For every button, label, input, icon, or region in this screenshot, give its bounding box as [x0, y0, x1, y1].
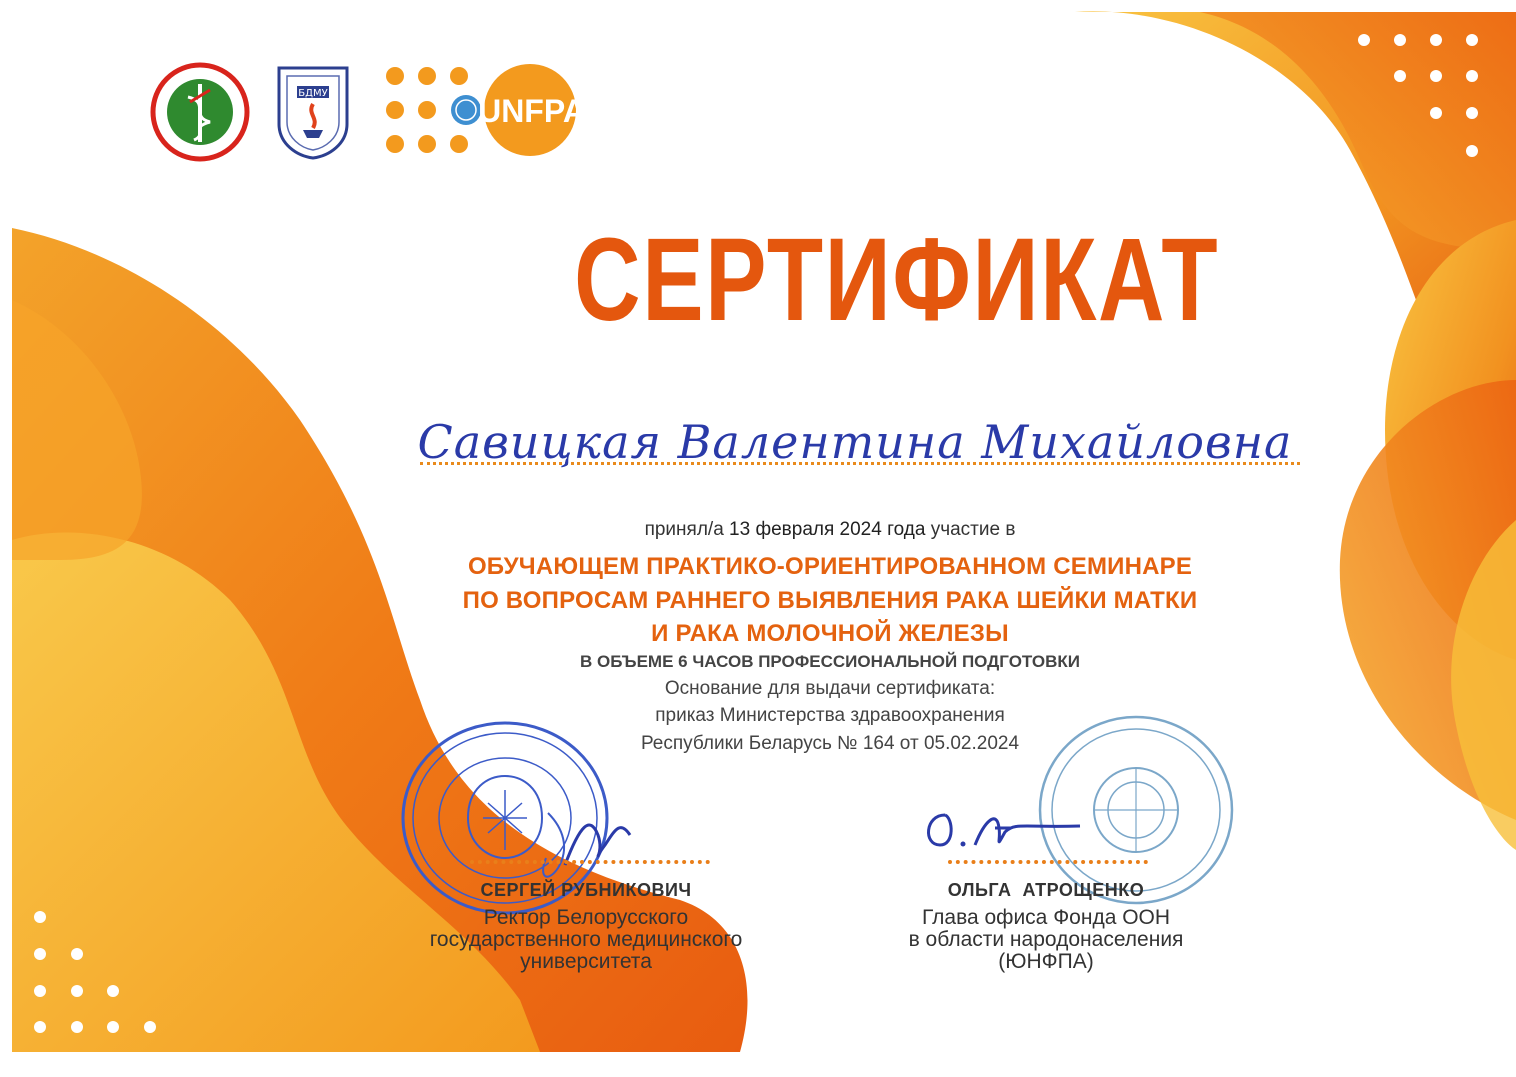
signatory-right-role-2: в области народонаселения	[908, 928, 1184, 951]
unfpa-logo-text: UNFPA	[478, 93, 586, 129]
signatory-right	[860, 880, 1232, 973]
seminar-title-line-3: И РАКА МОЛОЧНОЙ ЖЕЛЕЗЫ	[651, 620, 1009, 647]
basis-line-2: приказ Министерства здравоохранения	[655, 705, 1005, 726]
seminar-title-line-2: ПО ВОПРОСАМ РАННЕГО ВЫЯВЛЕНИЯ РАКА ШЕЙКИ МАТКИ	[462, 587, 1198, 614]
signatory-left-name: СЕРГЕЙ РУБНИКОВИЧ	[480, 880, 692, 900]
signature-left	[560, 805, 640, 875]
unfpa-logo	[382, 64, 592, 160]
basis-line-3: Республики Беларусь № 164 от 05.02.2024	[640, 733, 1020, 754]
signature-line-right	[948, 860, 1148, 864]
basis-line-1: Основание для выдачи сертификата:	[664, 678, 996, 699]
participation-line	[315, 519, 1345, 541]
recipient-name: Савицкая Валентина Михайловна	[417, 415, 1293, 469]
signatory-right-role-1: Глава офиса Фонда ООН	[921, 906, 1171, 929]
certificate-title: СЕРТИФИКАТ	[574, 214, 1220, 346]
signatory-left-role-2: государственного медицинского	[429, 928, 743, 951]
signatory-left-role-3: университета	[520, 950, 652, 973]
signature-right	[915, 800, 1085, 860]
intro-prefix: принял/а	[644, 519, 724, 540]
bsmu-emblem	[273, 64, 353, 160]
signatory-right-name: ОЛЬГА АТРОЩЕНКО	[947, 880, 1145, 900]
seminar-title-line-1: ОБУЧАЮЩЕМ ПРАКТИКО-ОРИЕНТИРОВАННОМ СЕМИНАРЕ	[467, 553, 1193, 580]
svg-text:БДМУ: БДМУ	[298, 88, 328, 99]
signatory-right-role-3: (ЮНФПА)	[998, 950, 1094, 973]
signatory-left	[386, 880, 786, 973]
ministry-health-emblem	[150, 62, 250, 162]
event-date: 13 февраля 2024 года	[729, 519, 926, 540]
intro-suffix: участие в	[930, 519, 1016, 540]
signature-line-left	[470, 860, 710, 864]
signatory-left-role-1: Ректор Белорусского	[483, 906, 689, 929]
training-hours: В ОБЪЕМЕ 6 ЧАСОВ ПРОФЕССИОНАЛЬНОЙ ПОДГОТОВКИ	[580, 652, 1080, 671]
logo-bar	[150, 62, 600, 162]
